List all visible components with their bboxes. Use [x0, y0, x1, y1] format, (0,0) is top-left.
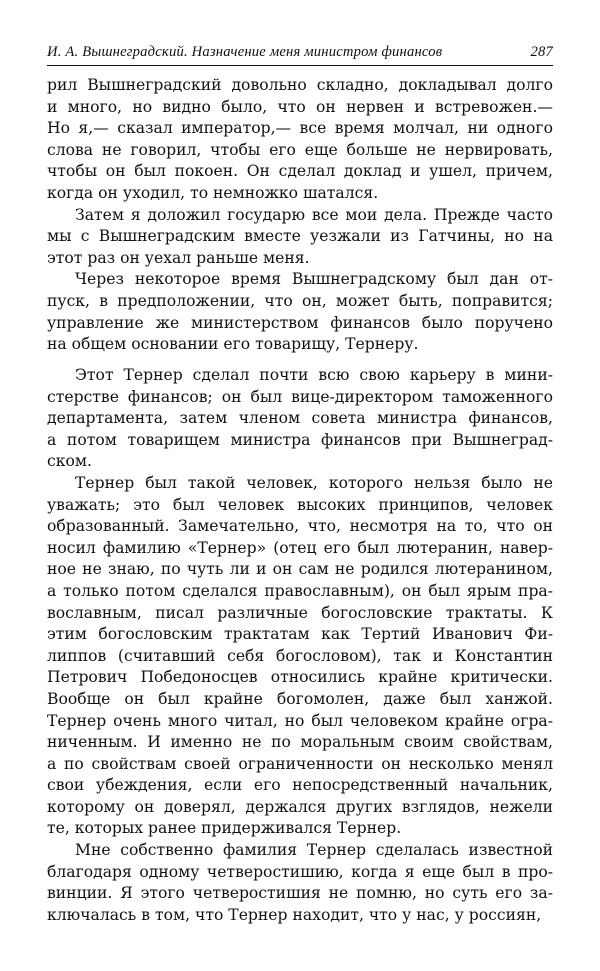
text-line: Тернер был такой человек, которого нельзя было не: [75, 473, 553, 492]
text-line: пуск, в предположении, что он, может быть, поправится;: [47, 291, 553, 310]
text-line: а по свойствам своей ограниченности он несколько менял: [47, 754, 553, 773]
header-title: [47, 44, 442, 61]
paragraph: [47, 205, 553, 270]
running-header: [47, 44, 553, 61]
text-line: управление же министерством финансов было поручено: [47, 313, 553, 332]
text-line: Но я,— сказал император,— все время молчал, ни одного: [47, 119, 553, 138]
text-line: Мне собственно фамилия Тернер сделалась известной: [75, 841, 553, 860]
text-line: вославным, писал различные богословские трактаты. К: [47, 603, 553, 622]
paragraph: [47, 269, 553, 355]
text-line: этим богословским трактатам как Тертий Иванович Фи-: [47, 625, 553, 644]
text-line: носил фамилию «Тернер» (отец его был лютеранин, навер-: [47, 538, 553, 557]
text-line: липпов (считавший себя богословом), так и Константин: [47, 646, 553, 665]
text-line: ключалась в том, что Тернер находит, что у нас, у россиян,: [47, 905, 542, 924]
text-line: департамента, затем членом совета министра финансов,: [47, 409, 553, 428]
text-line: рил Вышнеградский довольно складно, докладывал долго: [47, 76, 553, 94]
text-block-top: [47, 75, 553, 356]
text-line: чтобы он был покоен. Он сделал доклад и ушел, причем,: [47, 162, 553, 181]
text-line: мы с Вышнеградским вместе уезжали из Гатчины, но на: [47, 227, 553, 246]
text-line: Затем я доложил государю все мои дела. Прежде часто: [75, 205, 553, 224]
text-line: этот раз он уехал раньше меня.: [47, 248, 310, 267]
text-line: и много, но видно было, что он нервен и встревожен.—: [47, 97, 553, 116]
text-line: на общем основании его товарищу, Тернеру.: [47, 335, 419, 354]
text-line: уважать; это был человек высоких принципов, человек: [47, 495, 553, 514]
text-line: Этот Тернер сделал почти всю свою карьеру в мини-: [75, 366, 553, 384]
text-line: ском.: [47, 452, 92, 471]
paragraph: [47, 365, 553, 473]
text-line: а потом товарищем министра финансов при Вышнеград-: [47, 430, 553, 449]
page-number: 287: [530, 44, 553, 60]
header-chapter: Назначение меня министром финансов: [191, 44, 443, 60]
text-line: когда он уходил, то немножко шатался.: [47, 183, 379, 202]
paragraph: [47, 75, 553, 205]
text-line: благодаря одному четверостишию, когда я еще был в про-: [47, 862, 553, 881]
text-line: образованный. Замечательно, что, несмотря на то, что он: [47, 517, 553, 536]
text-line: Тернер очень много читал, но был человеком крайне огра-: [47, 711, 553, 730]
text-line: Вообще он был крайне богомолен, даже был ханжой.: [47, 689, 553, 708]
text-line: слова не говорил, чтобы его еще больше не нервировать,: [47, 140, 553, 159]
paragraph: [47, 840, 553, 926]
text-line: которому он доверял, держался других взглядов, нежели: [47, 797, 553, 816]
paragraph: [47, 473, 553, 840]
text-line: свои убеждения, если его непосредственный начальник,: [47, 776, 553, 795]
text-line: те, которых ранее придерживался Тернер.: [47, 819, 402, 838]
text-block-bottom: [47, 365, 553, 926]
text-line: а только потом сделался православным), он был ярым пра-: [47, 581, 553, 600]
text-line: Петрович Победоносцев относились крайне критически.: [47, 668, 553, 687]
text-line: стерстве финансов; он был вице-директором таможенного: [47, 387, 553, 406]
text-line: Через некоторое время Вышнеградскому был дан от-: [75, 270, 553, 289]
text-line: ное не знаю, по чуть ли и он сам не родился лютеранином,: [47, 560, 553, 579]
text-line: ниченным. И именно не по моральным своим свойствам,: [47, 733, 553, 752]
header-rule: [47, 65, 553, 66]
text-line: винции. Я этого четверостишия не помню, но суть его за-: [47, 884, 553, 903]
header-author: И. А. Вышнеградский.: [47, 44, 188, 60]
